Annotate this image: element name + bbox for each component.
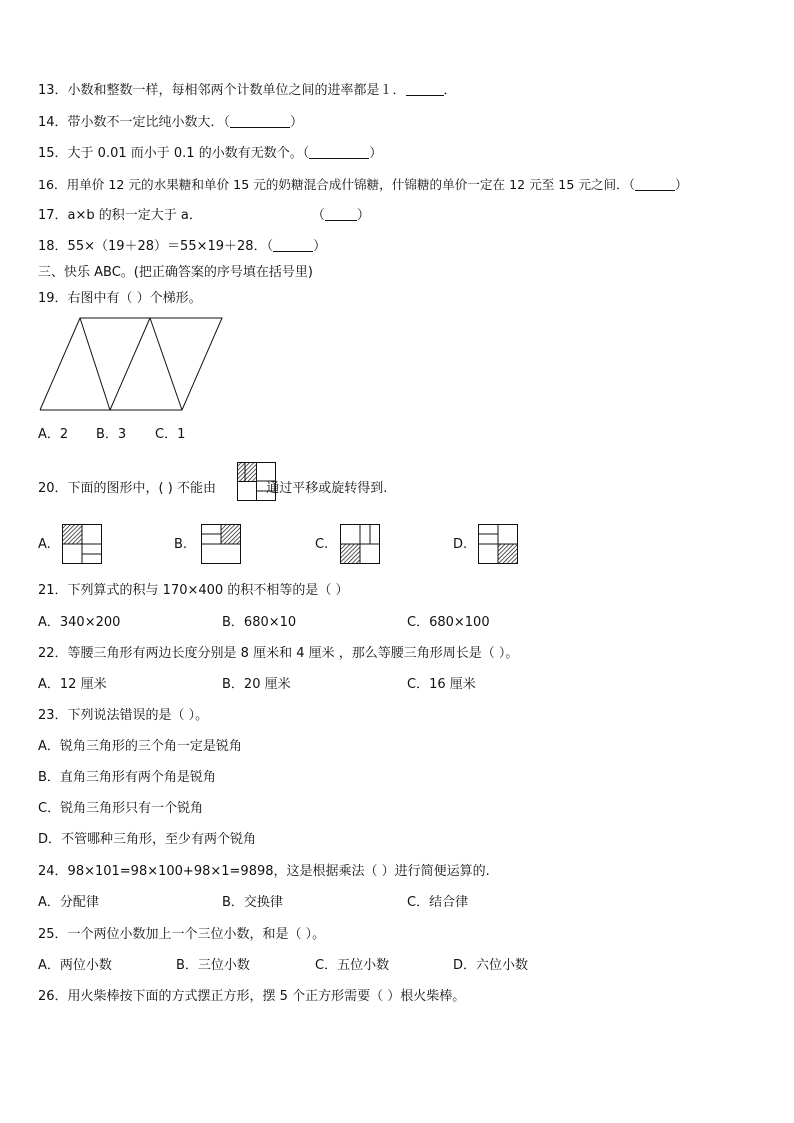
answer-blank[interactable] [406, 82, 444, 96]
option-a[interactable]: A. [38, 537, 51, 552]
answer-blank[interactable] [230, 114, 290, 128]
question-18: 18．55×（19＋28）＝55×19＋28．（ ） [38, 239, 327, 254]
option-d[interactable]: D．不管哪种三角形，至少有两个锐角 [38, 832, 257, 847]
answer-blank[interactable] [309, 145, 369, 159]
trapezoid-figure [38, 316, 224, 412]
answer-blank[interactable] [273, 238, 313, 252]
question-13: 13．小数和整数一样，每相邻两个计数单位之间的进率都是１． ． [38, 83, 457, 98]
question-25: 25．一个两位小数加上一个三位小数，和是（ ）。 [38, 927, 326, 942]
question-24: 24．98×101=98×100+98×1=9898，这是根据乘法（ ）进行简便运算的. [38, 864, 490, 879]
option-d[interactable]: D. [453, 537, 468, 552]
option-d-figure[interactable] [478, 524, 518, 564]
question-26: 26．用火柴棒按下面的方式摆正方形，摆 5 个正方形需要（ ）根火柴棒。 [38, 989, 466, 1004]
option-c[interactable]: C. [315, 537, 329, 552]
question-23: 23．下列说法错误的是（ ）。 [38, 708, 209, 723]
answer-blank[interactable] [325, 207, 357, 221]
option-b-figure[interactable] [201, 524, 241, 564]
option-c[interactable]: C．680×100 [407, 615, 490, 630]
option-c[interactable]: C．五位小数 [315, 958, 390, 973]
option-b[interactable]: B．20 厘米 [222, 677, 291, 692]
question-15: 15．大于 0.01 而小于 0.1 的小数有无数个。（ ） [38, 146, 383, 161]
question-17: 17．a×b 的积一定大于 a． （ ） [38, 208, 370, 223]
question-20: 20．下面的图形中，( ) 不能由 通过平移或旋转得到. [38, 481, 388, 496]
option-b[interactable]: B．交换律 [222, 895, 283, 910]
options-24 [38, 894, 518, 912]
option-c[interactable]: C．结合律 [407, 895, 469, 910]
option-b[interactable]: B. [174, 537, 188, 552]
options-20 [38, 536, 518, 554]
section-heading: 三、快乐 ABC。(把正确答案的序号填在括号里) [38, 265, 313, 280]
question-21: 21．下列算式的积与 170×400 的积不相等的是（ ） [38, 583, 349, 598]
option-c[interactable]: C．16 厘米 [407, 677, 476, 692]
option-c-figure[interactable] [340, 524, 380, 564]
option-b[interactable]: B．3 [96, 427, 127, 442]
option-a[interactable]: A．2 [38, 427, 69, 442]
option-a[interactable]: A．锐角三角形的三个角一定是锐角 [38, 739, 242, 754]
option-b[interactable]: B．680×10 [222, 615, 297, 630]
options-19 [38, 426, 338, 444]
options-25 [38, 957, 578, 975]
question-14: 14．带小数不一定比纯小数大．（ ） [38, 115, 304, 130]
option-a-figure[interactable] [62, 524, 102, 564]
option-b[interactable]: B．直角三角形有两个角是锐角 [38, 770, 216, 785]
options-21 [38, 614, 518, 632]
reference-square-figure [237, 462, 276, 501]
option-c[interactable]: C．锐角三角形只有一个锐角 [38, 801, 204, 816]
options-22 [38, 676, 518, 694]
option-b[interactable]: B．三位小数 [176, 958, 250, 973]
question-16: 16．用单价 12 元的水果糖和单价 15 元的奶糖混合成什锦糖，什锦糖的单价一定在 12 元至 15 元之间．（ ） [38, 177, 688, 192]
question-22: 22．等腰三角形有两边长度分别是 8 厘米和 4 厘米 ，那么等腰三角形周长是（ ）。 [38, 646, 519, 661]
option-c[interactable]: C．1 [155, 427, 186, 442]
option-a[interactable]: A．340×200 [38, 615, 121, 630]
option-a[interactable]: A．分配律 [38, 895, 99, 910]
option-a[interactable]: A．12 厘米 [38, 677, 107, 692]
option-d[interactable]: D．六位小数 [453, 958, 529, 973]
option-a[interactable]: A．两位小数 [38, 958, 112, 973]
question-19: 19．右图中有（ ）个梯形。 [38, 291, 202, 306]
answer-blank[interactable] [635, 177, 675, 191]
